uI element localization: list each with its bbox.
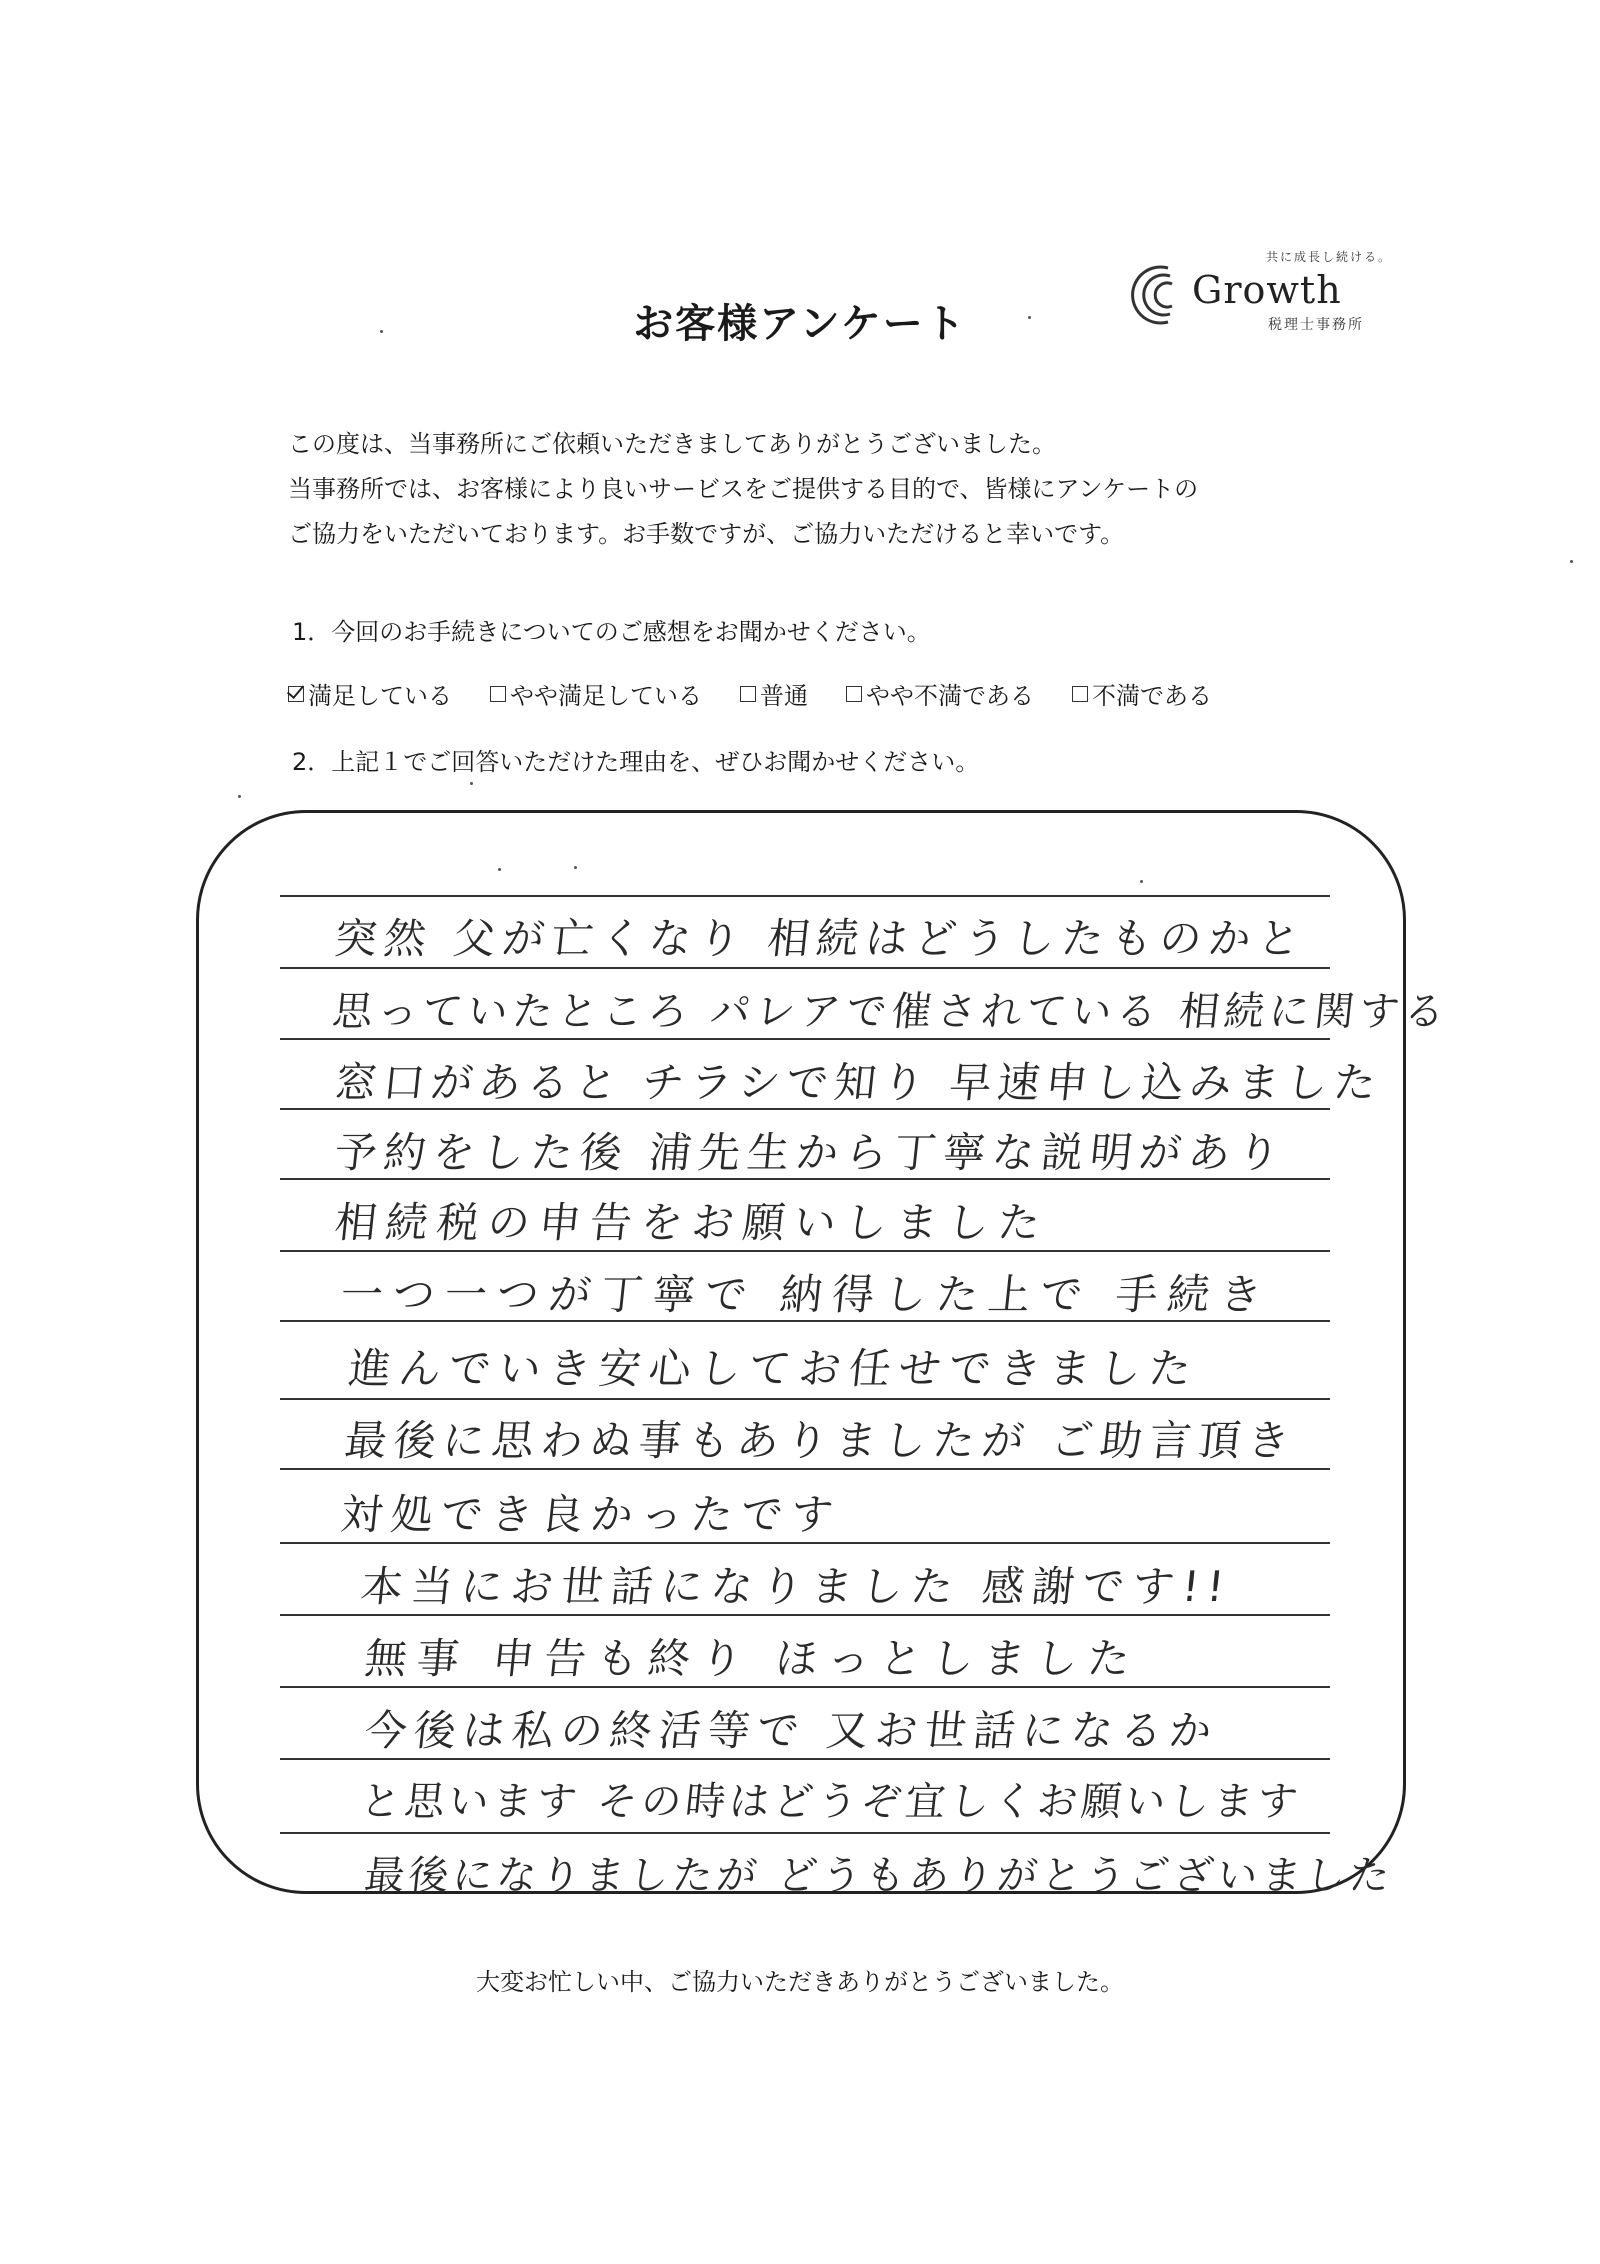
intro-text bbox=[288, 422, 1388, 557]
handwritten-line: 予約をした後 浦先生から丁寧な説明があり bbox=[332, 1128, 1289, 1177]
option-label: やや不満である bbox=[866, 682, 1034, 710]
handwritten-line: 相続税の申告をお願いしました bbox=[332, 1198, 1052, 1247]
handwritten-line: 対処でき良かったです bbox=[338, 1490, 844, 1539]
checkbox[interactable] bbox=[490, 686, 506, 702]
option-label: 不満である bbox=[1092, 682, 1212, 710]
checkbox[interactable] bbox=[740, 686, 756, 702]
intro-line: この度は、当事務所にご依頼いただきましてありがとうございました。 bbox=[288, 430, 1056, 458]
ruled-line bbox=[280, 1614, 1330, 1616]
ruled-line bbox=[280, 1038, 1330, 1040]
handwritten-line: 突然 父が亡くなり 相続はどうしたものかと bbox=[332, 914, 1310, 963]
handwritten-line: 窓口があると チラシで知り 早速申し込みました bbox=[332, 1058, 1385, 1107]
scan-speck bbox=[238, 795, 241, 798]
ruled-line bbox=[280, 1398, 1330, 1400]
intro-line: ご協力をいただいております。お手数ですが、ご協力いただけると幸いです。 bbox=[288, 520, 1125, 548]
option-somewhat-satisfied[interactable] bbox=[490, 676, 702, 711]
ruled-line bbox=[280, 967, 1330, 969]
handwritten-line: 一つ一つが丁寧で 納得した上で 手続き bbox=[338, 1270, 1275, 1319]
handwritten-line: 最後に思わぬ事もありましたが ご助言頂き bbox=[342, 1416, 1299, 1465]
option-label: 普通 bbox=[760, 682, 808, 710]
checkbox[interactable] bbox=[1072, 686, 1088, 702]
option-somewhat-dissatisfied[interactable] bbox=[846, 676, 1034, 711]
question-1: 1．今回のお手続きについてのご感想をお聞かせください。 bbox=[292, 618, 931, 646]
option-neutral[interactable] bbox=[740, 676, 808, 711]
option-label: やや満足している bbox=[510, 682, 702, 710]
scan-speck bbox=[1570, 560, 1573, 563]
handwritten-line: と思います その時はどうぞ宜しくお願いします bbox=[358, 1779, 1304, 1825]
option-dissatisfied[interactable] bbox=[1072, 676, 1212, 711]
handwritten-line: 無事 申告も終り ほっとしました bbox=[362, 1634, 1143, 1683]
checkbox[interactable] bbox=[846, 686, 862, 702]
intro-line: 当事務所では、お客様により良いサービスをご提供する目的で、皆様にアンケートの bbox=[288, 475, 1199, 503]
page-title: お客様アンケート bbox=[633, 301, 967, 347]
ruled-line bbox=[280, 895, 1330, 897]
scan-speck bbox=[470, 782, 473, 785]
ruled-line bbox=[280, 1686, 1330, 1688]
logo-name: Growth bbox=[1192, 268, 1342, 312]
handwritten-line: 本当にお世話になりました 感謝です!! bbox=[358, 1562, 1235, 1611]
logo-tagline: 共に成長し続ける。 bbox=[1266, 250, 1393, 264]
handwritten-line: 最後になりましたが どうもありがとうございました bbox=[362, 1853, 1396, 1899]
question-2: 2．上記１でご回答いただけた理由を、ぜひお聞かせください。 bbox=[292, 748, 980, 776]
checkbox-checked[interactable] bbox=[288, 686, 304, 702]
handwritten-line: 今後は私の終活等で 又お世話になるか bbox=[362, 1706, 1221, 1755]
closing-message: 大変お忙しい中、ご協力いただきありがとうございました。 bbox=[476, 1968, 1124, 1996]
logo-subtitle: 税理士事務所 bbox=[1268, 317, 1364, 333]
ruled-line bbox=[280, 1832, 1330, 1834]
ruled-line bbox=[280, 1250, 1330, 1252]
option-label: 満足している bbox=[308, 682, 452, 710]
satisfaction-options bbox=[288, 676, 1250, 711]
handwritten-line: 進んでいき安心してお任せできました bbox=[346, 1344, 1202, 1393]
ruled-line bbox=[280, 1542, 1330, 1544]
handwritten-line: 思っていたところ パレアで催されている 相続に関する bbox=[330, 989, 1452, 1035]
option-satisfied[interactable] bbox=[288, 676, 452, 711]
ruled-line bbox=[280, 1758, 1330, 1760]
ruled-line bbox=[280, 1468, 1330, 1470]
